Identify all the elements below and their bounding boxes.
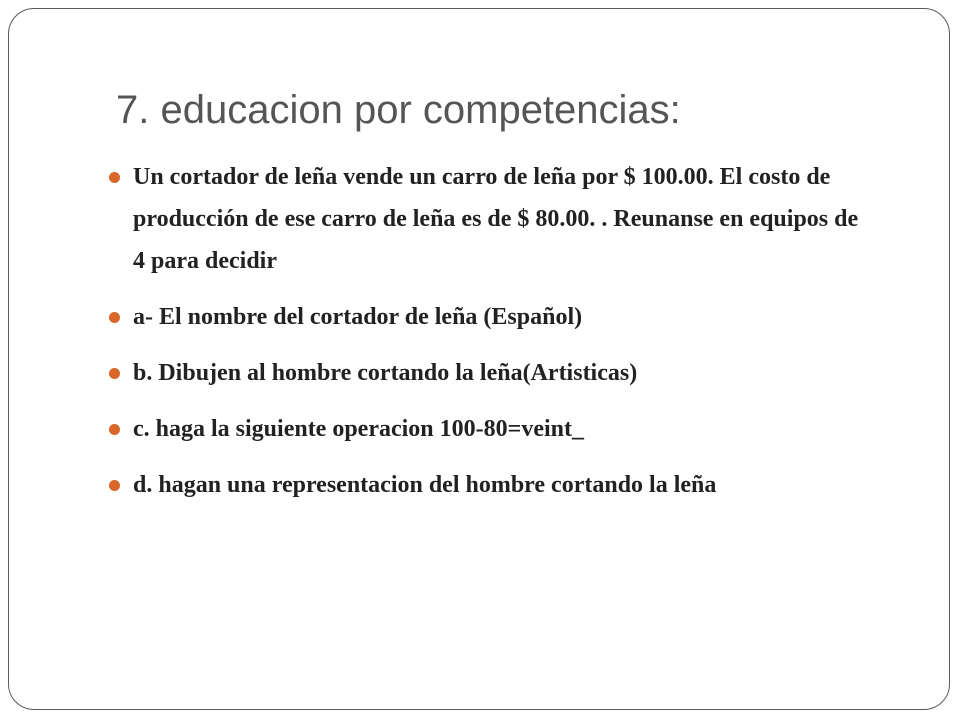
bullet-item (106, 156, 866, 282)
bullet-dot-icon (109, 424, 120, 435)
bullet-item (106, 408, 866, 450)
bullet-dot-icon (109, 480, 120, 491)
bullet-item (106, 464, 866, 506)
bullet-text: a- El nombre del cortador de leña (Español) (133, 304, 583, 330)
bullet-dot-icon (109, 172, 120, 183)
bullet-text: c. haga la siguiente operacion 100-80=veint_ (133, 416, 584, 442)
bullet-item (106, 352, 866, 394)
bullet-text: b. Dibujen al hombre cortando la leña(Artisticas) (133, 360, 638, 386)
bullet-text: d. hagan una representacion del hombre cortando la leña (133, 472, 717, 498)
bullet-text: Un cortador de leña vende un carro de leña por $ 100.00. El costo de producción de ese carro de leña es de $ 80.00. . Reunanse en equipos de 4 para decidir (133, 164, 859, 274)
bullet-list (106, 156, 866, 520)
slide-title: 7. educacion por competencias: (116, 88, 681, 132)
bullet-dot-icon (109, 368, 120, 379)
bullet-item (106, 296, 866, 338)
bullet-dot-icon (109, 312, 120, 323)
